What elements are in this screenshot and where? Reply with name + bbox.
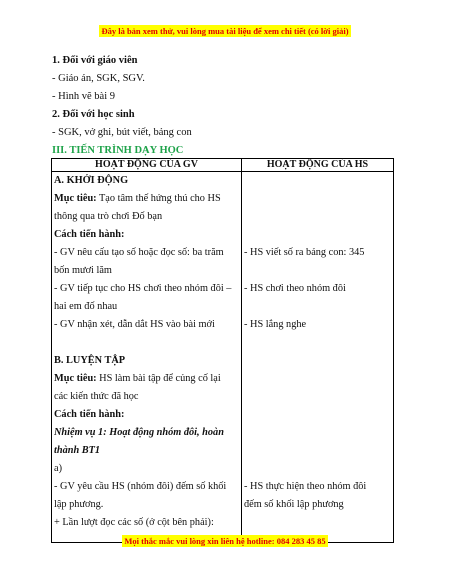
goal-a-cont: thông qua trò chơi Đố bạn [54,211,163,222]
gv-step: - GV nêu cấu tạo số hoặc đọc số: ba trăm [54,247,224,258]
hs-response: - HS lắng nghe [244,319,307,330]
spacer [54,334,239,352]
hs-response: - HS viết số ra bảng con: 345 [244,247,365,258]
student-heading: 2. Đối với học sinh [52,109,135,120]
gv-step-cont: bốn mươi lăm [54,265,112,276]
gv-step-cont: lập phương. [54,499,104,510]
teacher-item: - Hình vẽ bài 9 [52,91,115,102]
preview-banner: Đây là bản xem thử, vui lòng mua tài liệu để xem chi tiết (có lời giải) [101,26,349,36]
gv-step-cont: hai em đố nhau [54,301,118,312]
goal-b-cont: các kiến thức đã học [54,391,139,402]
task-1-heading-cont: thành BT1 [54,445,101,456]
task-1-heading: Nhiệm vụ 1: Hoạt động nhóm đôi, hoàn [54,427,224,438]
activity-a-heading: A. KHỞI ĐỘNG [54,175,129,186]
hs-response: - HS chơi theo nhóm đôi [244,283,346,294]
header-hs: HOẠT ĐỘNG CỦA HS [242,159,394,172]
hotline-banner: Mọi thắc mắc vui lòng xin liên hệ hotline: 084 283 45 85 [124,536,326,546]
lesson-table [51,158,394,543]
teacher-item: - Giáo án, SGK, SGV. [52,73,145,84]
section-title: III. TIẾN TRÌNH DẠY HỌC [52,145,184,156]
student-item: - SGK, vở ghi, bút viết, bảng con [52,127,192,138]
gv-column [52,172,242,543]
header-gv: HOẠT ĐỘNG CỦA GV [52,159,242,172]
activity-b-heading: B. LUYỆN TẬP [54,355,126,366]
gv-step: - GV yêu cầu HS (nhóm đôi) đếm số khối [54,481,227,492]
hs-column [242,172,394,543]
teacher-heading: 1. Đối với giáo viên [52,55,138,66]
preparation-section [52,52,392,160]
goal-b: Mục tiêu: HS làm bài tập để củng cố lại [54,373,221,384]
goal-a: Mục tiêu: Tạo tâm thế hứng thú cho HS [54,193,221,204]
hs-response-cont: đếm số khối lập phương [244,499,344,510]
method-b: Cách tiến hành: [54,409,125,420]
hs-response: - HS thực hiện theo nhóm đôi [244,481,367,492]
method-a: Cách tiến hành: [54,229,125,240]
part-a-label: a) [54,463,62,474]
gv-step: - GV nhận xét, dẫn dắt HS vào bài mới [54,319,215,330]
gv-step: + Lần lượt đọc các số (ở cột bên phải): [54,517,214,528]
gv-step: - GV tiếp tục cho HS chơi theo nhóm đôi – [54,283,232,294]
